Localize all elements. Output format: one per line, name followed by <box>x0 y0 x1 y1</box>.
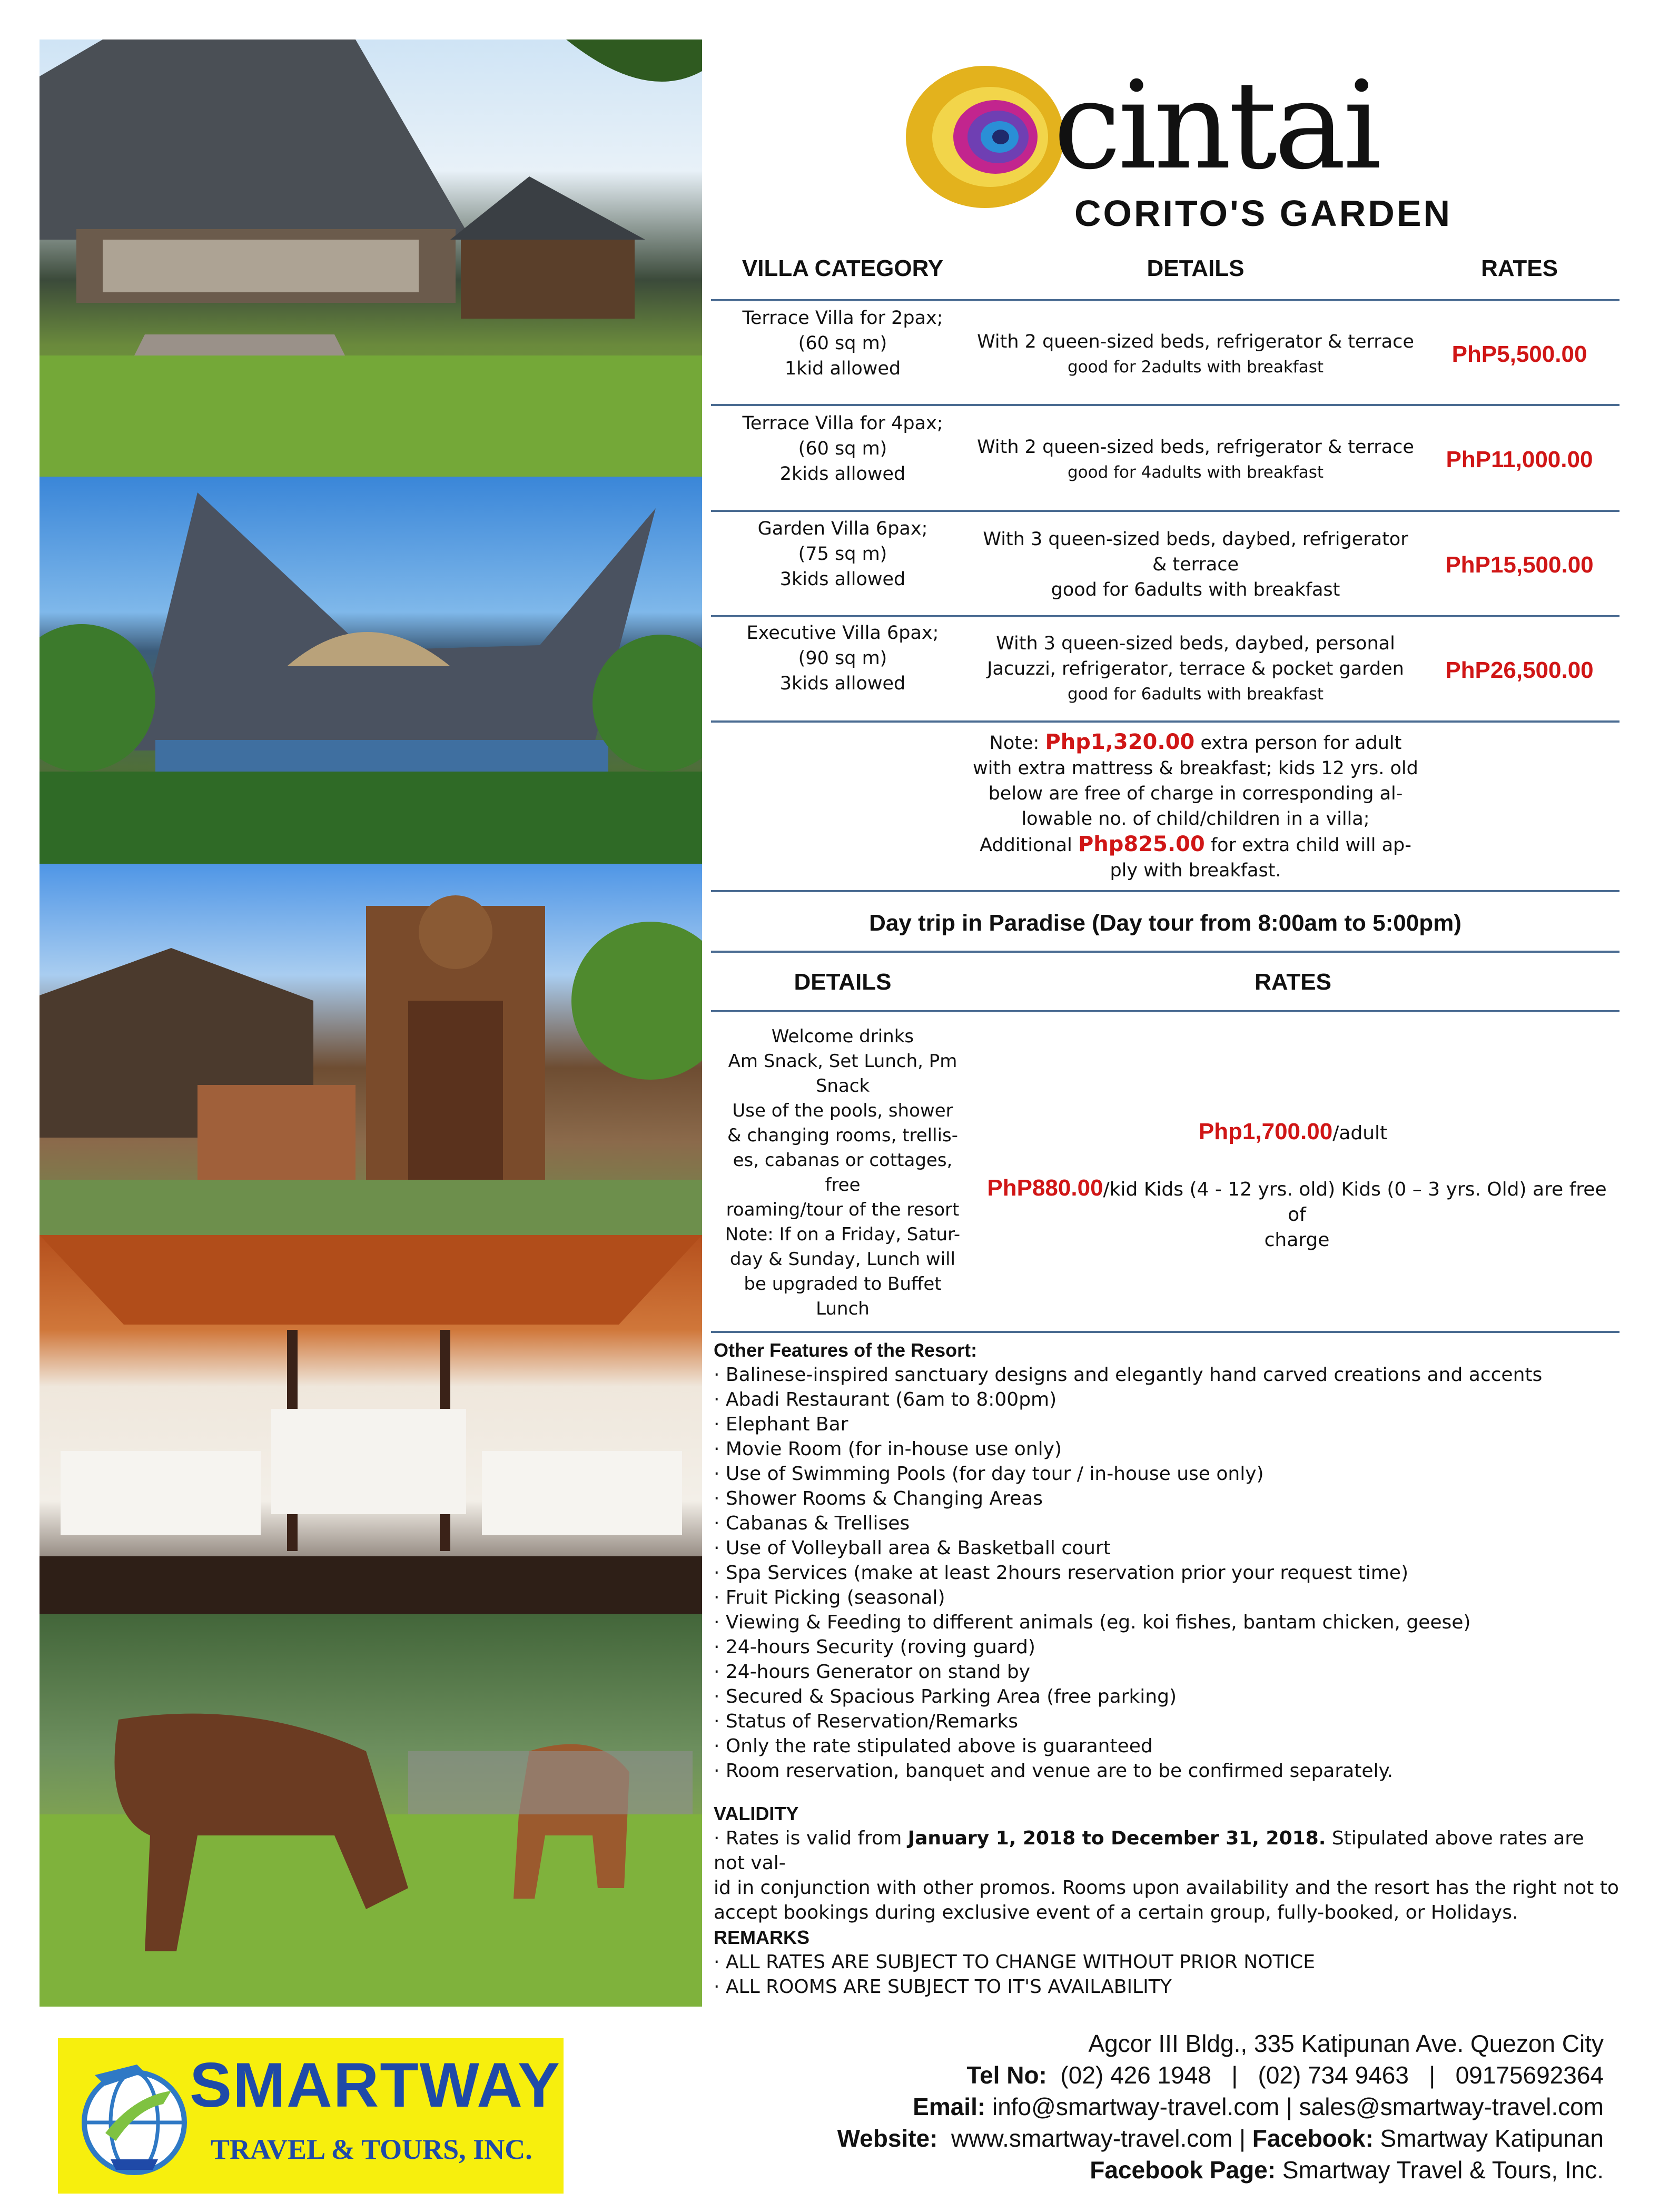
villa-rate: PhP5,500.00 <box>1451 341 1587 367</box>
validity-text: Stipulated above rates are not val- <box>714 1828 1584 1874</box>
website-label: Website: <box>837 2125 938 2152</box>
logo-wordmark: cintai <box>1053 56 1379 196</box>
note-child-price: Php825.00 <box>1078 832 1205 856</box>
feature-item: · Use of Volleyball area & Basketball court <box>714 1537 1111 1559</box>
feature-item: · Only the rate stipulated above is guaranteed <box>714 1735 1153 1757</box>
daytrip-detail-line: roaming/tour of the resort <box>726 1199 960 1220</box>
feature-item: · Fruit Picking (seasonal) <box>714 1587 945 1608</box>
villa-name: Terrace Villa for 4pax; <box>742 413 943 434</box>
globe-airplane-icon <box>74 2054 195 2180</box>
villa-rate: PhP26,500.00 <box>1445 657 1594 683</box>
logo-subtitle: CORITO'S GARDEN <box>1074 193 1453 234</box>
feature-item: · Room reservation, banquet and venue are to be confirmed separately. <box>714 1760 1394 1782</box>
villa-details-line: & terrace <box>1152 554 1239 575</box>
remarks-section <box>714 1925 1619 1999</box>
note-text: ply with breakfast. <box>1110 860 1281 881</box>
feature-item: · Balinese-inspired sanctuary designs and elegantly hand carved creations and accents <box>714 1364 1543 1386</box>
table-rule <box>711 951 1619 953</box>
tel-label: Tel No: <box>966 2061 1047 2089</box>
daytrip-detail-line: day & Sunday, Lunch will <box>729 1249 956 1270</box>
smartway-sub: TRAVEL & TOURS, INC. <box>211 2134 532 2165</box>
note-text: for extra child will ap- <box>1204 835 1411 856</box>
note-adult-price: Php1,320.00 <box>1045 730 1195 754</box>
tel-numbers[interactable]: (02) 426 1948 | (02) 734 9463 | 09175692364 <box>1046 2061 1604 2089</box>
daytrip-detail-line: es, cabanas or cottages, <box>733 1150 953 1171</box>
validity-text: · Rates is valid from <box>714 1828 908 1849</box>
table-rule <box>711 1010 1619 1012</box>
daytrip-detail-line: Welcome drinks <box>771 1026 914 1047</box>
table-rule <box>711 510 1619 512</box>
daytrip-kid-rate <box>977 1176 1617 1253</box>
photo-carved-gate <box>39 864 702 1235</box>
villa-size: (90 sq m) <box>798 648 887 669</box>
daytrip-detail-line: Snack <box>815 1075 870 1097</box>
villa-category <box>716 516 969 592</box>
villa-details <box>969 527 1422 603</box>
feature-item: · Elephant Bar <box>714 1414 848 1435</box>
smartway-name: SMARTWAY <box>190 2050 561 2120</box>
daytrip-header-details: DETAILS <box>794 969 892 995</box>
villa-name: Garden Villa 6pax; <box>757 518 928 539</box>
daytrip-detail-line: free <box>825 1174 861 1196</box>
villa-kids: 2kids allowed <box>779 463 906 485</box>
daytrip-title: Day trip in Paradise (Day tour from 8:00am to 5:00pm) <box>869 910 1461 936</box>
villa-category <box>716 305 969 381</box>
fbpage-link[interactable]: Smartway Travel & Tours, Inc. <box>1276 2156 1604 2184</box>
table-rule <box>711 615 1619 617</box>
villa-details <box>969 329 1422 380</box>
table-rule <box>711 299 1619 301</box>
villa-details-line: With 2 queen-sized beds, refrigerator & terrace <box>977 437 1414 458</box>
facebook-link[interactable]: Smartway Katipunan <box>1373 2125 1604 2152</box>
photo-villa-roof <box>39 477 702 864</box>
note-text: Additional <box>980 835 1078 856</box>
validity-dates: January 1, 2018 to December 31, 2018. <box>907 1828 1326 1849</box>
daytrip-details <box>716 1024 969 1321</box>
villa-details-line: Jacuzzi, refrigerator, terrace & pocket garden <box>987 658 1404 679</box>
header-rates: RATES <box>1481 255 1558 281</box>
villa-kids: 3kids allowed <box>779 673 906 694</box>
remarks-item: · ALL ROOMS ARE SUBJECT TO IT'S AVAILABILITY <box>714 1976 1172 1998</box>
cintai-logo <box>895 45 1485 234</box>
villa-details-line: With 3 queen-sized beds, daybed, personal <box>996 633 1395 654</box>
villa-details <box>969 434 1422 485</box>
feature-item: · Abadi Restaurant (6am to 8:00pm) <box>714 1389 1057 1410</box>
villa-size: (60 sq m) <box>798 438 887 459</box>
feature-item: · Spa Services (make at least 2hours reservation prior your request time) <box>714 1562 1408 1584</box>
peacock-feather-icon <box>895 50 1069 219</box>
table-rule <box>711 404 1619 406</box>
note-text: with extra mattress & breakfast; kids 12 yrs. old <box>973 758 1418 779</box>
note-prefix: Note: <box>989 733 1045 754</box>
kid-text: /kid Kids (4 - 12 yrs. old) Kids (0 – 3 yrs. Old) are free of <box>1103 1179 1607 1226</box>
features-list <box>714 1338 1619 1783</box>
note-text: extra person for adult <box>1194 733 1402 754</box>
address: Agcor III Bldg., 335 Katipunan Ave. Quezon City <box>1088 2030 1604 2057</box>
villa-details-note: good for 4adults with breakfast <box>1067 463 1324 482</box>
kid-price: PhP880.00 <box>987 1175 1103 1201</box>
table-rule <box>711 1331 1619 1333</box>
smartway-logo <box>58 2038 564 2194</box>
villa-rate: PhP15,500.00 <box>1445 552 1594 578</box>
daytrip-detail-line: be upgraded to Buffet <box>744 1273 942 1295</box>
villa-kids: 1kid allowed <box>784 358 901 379</box>
header-details: DETAILS <box>1147 255 1245 281</box>
feature-item: · Status of Reservation/Remarks <box>714 1711 1018 1732</box>
note-text: below are free of charge in corresponding al- <box>988 783 1403 804</box>
villa-details-line: With 3 queen-sized beds, daybed, refrigerator <box>983 529 1408 550</box>
header-villa-category: VILLA CATEGORY <box>742 255 944 281</box>
photo-bedroom <box>39 1235 702 1614</box>
adult-unit: /adult <box>1332 1122 1388 1144</box>
villa-details-note: good for 2adults with breakfast <box>1067 358 1324 377</box>
remarks-item: · ALL RATES ARE SUBJECT TO CHANGE WITHOUT PRIOR NOTICE <box>714 1951 1316 1973</box>
feature-item: · Shower Rooms & Changing Areas <box>714 1488 1043 1509</box>
fbpage-label: Facebook Page: <box>1090 2156 1276 2184</box>
daytrip-detail-line: Lunch <box>816 1298 870 1319</box>
email-label: Email: <box>913 2093 986 2120</box>
daytrip-header-rates: RATES <box>1255 969 1331 995</box>
daytrip-detail-line: Use of the pools, shower <box>732 1100 953 1121</box>
villa-kids: 3kids allowed <box>779 569 906 590</box>
daytrip-detail-line: Note: If on a Friday, Satur- <box>725 1224 961 1245</box>
facebook-label: Facebook: <box>1252 2125 1374 2152</box>
villa-details-line: With 2 queen-sized beds, refrigerator & terrace <box>977 331 1414 352</box>
validity-text: accept bookings during exclusive event of a certain group, fully-booked, or Holidays. <box>714 1902 1518 1923</box>
validity-section <box>714 1801 1619 1925</box>
remarks-title: REMARKS <box>714 1927 810 1948</box>
feature-item: · 24-hours Generator on stand by <box>714 1661 1031 1683</box>
feature-item: · Secured & Spacious Parking Area (free parking) <box>714 1686 1177 1707</box>
validity-title: VALIDITY <box>714 1803 799 1824</box>
table-rule <box>711 720 1619 723</box>
feature-item: · Cabanas & Trellises <box>714 1513 910 1534</box>
villa-category <box>716 411 969 487</box>
villa-details <box>969 631 1422 707</box>
villa-details-note: good for 6adults with breakfast <box>1067 685 1324 704</box>
villa-name: Executive Villa 6pax; <box>746 623 939 644</box>
villa-category <box>716 620 969 696</box>
villa-details-note: good for 6adults with breakfast <box>1051 579 1340 600</box>
feature-item: · Viewing & Feeding to different animals (eg. koi fishes, bantam chicken, geese) <box>714 1612 1471 1633</box>
adult-price: Php1,700.00 <box>1198 1119 1333 1144</box>
villa-name: Terrace Villa for 2pax; <box>742 308 943 329</box>
villa-rate: PhP11,000.00 <box>1446 447 1593 472</box>
note-text: lowable no. of child/children in a villa; <box>1021 808 1370 829</box>
feature-item: · Use of Swimming Pools (for day tour / in-house use only) <box>714 1463 1264 1485</box>
daytrip-adult-rate <box>969 1119 1617 1146</box>
daytrip-detail-line: & changing rooms, trellis- <box>727 1125 958 1146</box>
feature-item: · Movie Room (for in-house use only) <box>714 1438 1062 1460</box>
daytrip-detail-line: Am Snack, Set Lunch, Pm <box>728 1051 957 1072</box>
villa-note <box>969 729 1422 883</box>
feature-item: · 24-hours Security (roving guard) <box>714 1636 1035 1658</box>
villa-size: (75 sq m) <box>798 544 887 565</box>
table-rule <box>711 890 1619 892</box>
photo-ponies <box>39 1614 702 2007</box>
contact-block <box>577 2028 1604 2186</box>
kid-text: charge <box>1264 1229 1330 1251</box>
features-title: Other Features of the Resort: <box>714 1339 977 1361</box>
photo-villa-exterior <box>39 39 702 477</box>
website-link[interactable]: www.smartway-travel.com | <box>937 2125 1252 2152</box>
email-addresses[interactable]: info@smartway-travel.com | sales@smartway-travel.com <box>985 2093 1604 2120</box>
villa-size: (60 sq m) <box>798 333 887 354</box>
validity-text: id in conjunction with other promos. Rooms upon availability and the resort has the right not to <box>714 1877 1619 1899</box>
